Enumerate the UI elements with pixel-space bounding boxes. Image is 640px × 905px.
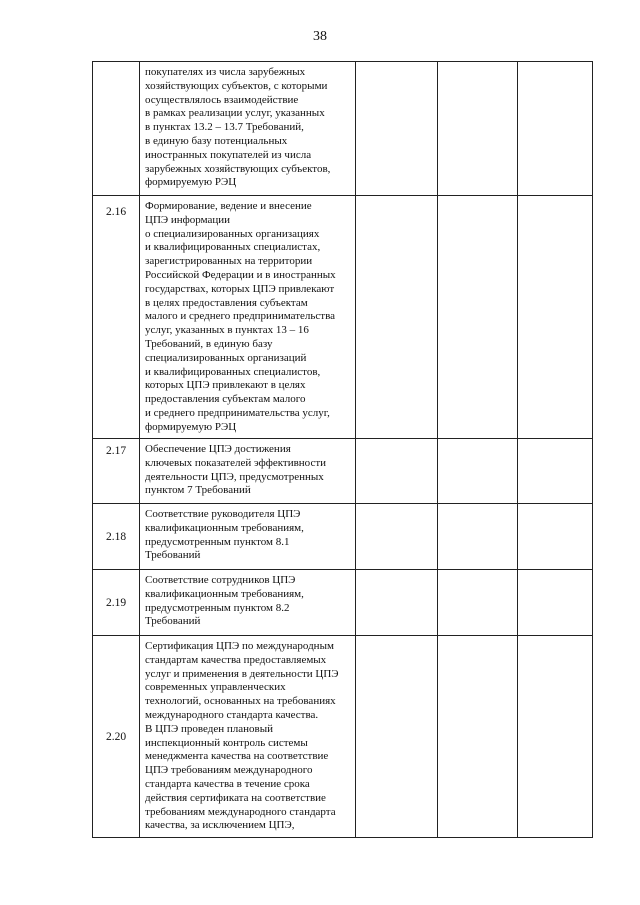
row-number-cell [93,196,140,439]
empty-cell [438,439,518,504]
empty-cell [438,62,518,196]
row-number-cell [93,636,140,838]
row-description: Обеспечение ЦПЭ достижения ключевых показателей эффективности деятельности ЦПЭ, предусмотренных пунктом 7 Требований [145,443,327,497]
empty-cell [356,636,438,838]
row-number-cell [93,62,140,196]
row-number: 2.20 [105,730,127,743]
empty-cell [356,504,438,570]
row-description: Соответствие сотрудников ЦПЭ квалификационным требованиям, предусмотренным пунктом 8.2 Требований [145,574,304,628]
empty-cell [518,62,593,196]
table-row [93,196,593,439]
table-row [93,62,593,196]
row-description-cell [140,196,356,439]
row-description: Сертификация ЦПЭ по международным стандартам качества предоставляемых услуг и применения в деятельности ЦПЭ современных управленческих технологий, основанных на требованиях международного стандарта качества. В ЦПЭ проведен плановый инспекционный контроль системы менеджмента качества на соответствие ЦПЭ требованиям международного стандарта качества в течение срока действия сертификата на соответствие требованиям международного стандарта качества, за исключением ЦПЭ, [145,640,339,832]
empty-cell [518,636,593,838]
empty-cell [438,636,518,838]
table-row [93,504,593,570]
row-number-cell [93,504,140,570]
row-number: 2.19 [105,596,127,609]
row-number-cell [93,439,140,504]
row-number: 2.17 [105,445,127,457]
row-number: 2.18 [105,530,127,543]
row-description: покупателях из числа зарубежных хозяйствующих субъектов, с которыми осуществлялось взаимодействие в рамках реализации услуг, указанных в пунктах 13.2 – 13.7 Требований, в единую базу потенциальных иностранных покупателей из числа зарубежных хозяйствующих субъектов, формируемую РЭЦ [145,66,331,189]
row-description-cell [140,636,356,838]
row-description-cell [140,439,356,504]
checklist-table [92,61,593,838]
empty-cell [356,196,438,439]
row-description: Соответствие руководителя ЦПЭ квалификационным требованиям, предусмотренным пунктом 8.1 Требований [145,508,304,562]
empty-cell [356,62,438,196]
row-description-cell [140,62,356,196]
row-number: 2.16 [105,206,127,218]
table-row [93,570,593,636]
row-description: Формирование, ведение и внесение ЦПЭ информации о специализированных организациях и квалифицированных специалистах, зарегистрированных на территории Российской Федерации и в иностранных государствах, которых ЦПЭ привлекают в целях предоставления субъектам малого и среднего предпринимательства услуг, указанных в пунктах 13 – 16 Требований, в единую базу специализированных организаций и квалифицированных специалистов, которых ЦПЭ привлекают в целях предоставления субъектам малого и среднего предпринимательства услуг, формируемую РЭЦ [145,200,336,433]
row-description-cell [140,570,356,636]
empty-cell [518,439,593,504]
empty-cell [356,570,438,636]
empty-cell [438,504,518,570]
empty-cell [518,196,593,439]
empty-cell [438,196,518,439]
empty-cell [356,439,438,504]
empty-cell [438,570,518,636]
table-row [93,439,593,504]
empty-cell [518,504,593,570]
table-row [93,636,593,838]
page-number: 38 [313,29,327,44]
row-number-cell [93,570,140,636]
empty-cell [518,570,593,636]
row-description-cell [140,504,356,570]
